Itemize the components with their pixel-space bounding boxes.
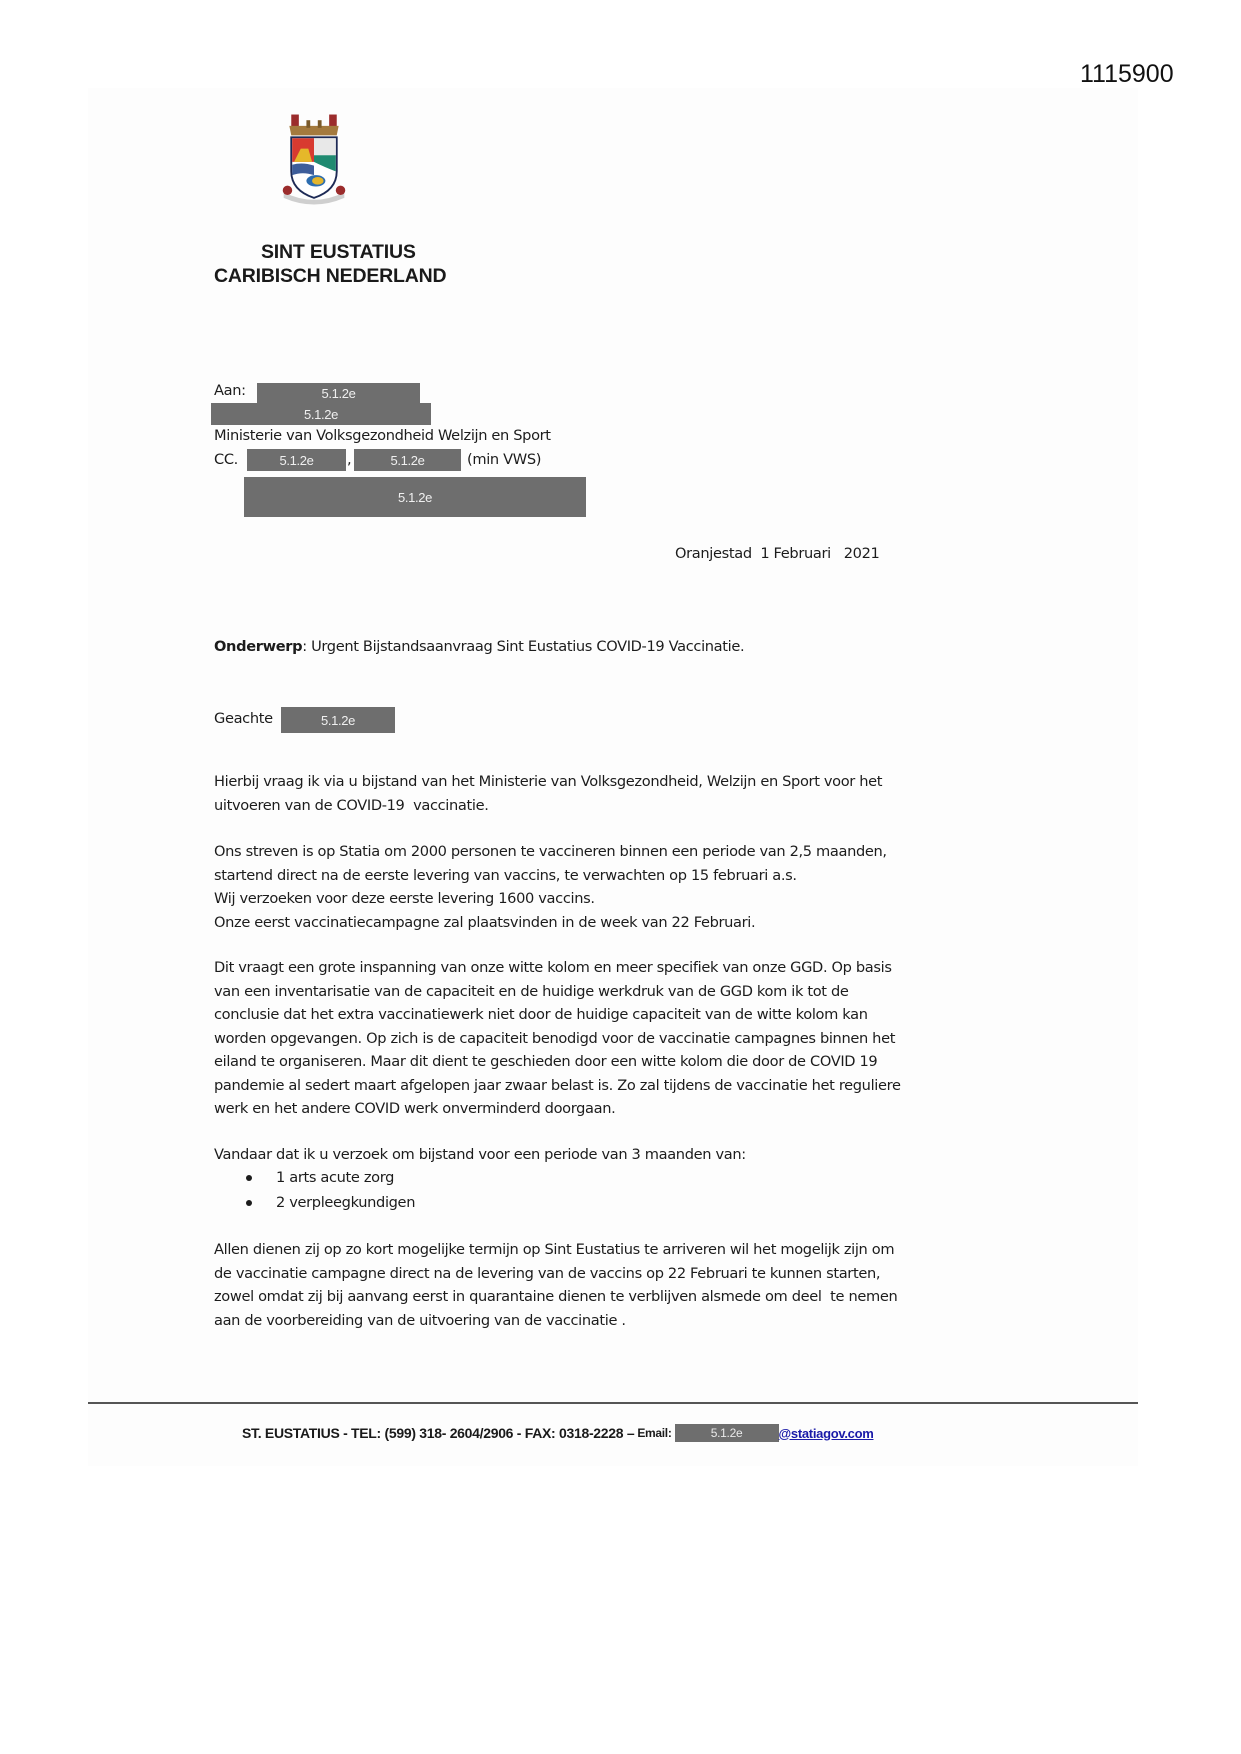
list-item-text: 2 verpleegkundigen xyxy=(276,1194,416,1211)
subject-text: : Urgent Bijstandsaanvraag Sint Eustatius COVID-19 Vaccinatie. xyxy=(302,638,745,655)
footer-email-link[interactable]: @statiagov.com xyxy=(778,1425,874,1441)
text-line: pandemie al sedert maart afgelopen jaar zwaar belast is. Zo zal tijdens de vaccinatie het reguliere xyxy=(214,1076,901,1094)
text-line: eiland te organiseren. Maar dit dient te geschieden door een witte kolom die door de COVID 19 xyxy=(214,1053,878,1070)
text-line: aan de voorbereiding van de uitvoering van de vaccinatie . xyxy=(214,1311,626,1329)
letterhead xyxy=(214,240,446,288)
paragraph-3 xyxy=(214,956,1014,1121)
place-date: Oranjestad 1 Februari 2021 xyxy=(675,545,880,562)
letterhead-line2: CARIBISCH NEDERLAND xyxy=(214,265,447,287)
salutation: Geachte xyxy=(214,710,273,727)
footer xyxy=(242,1424,873,1442)
redaction: 5.1.2e xyxy=(247,449,346,471)
text-line: Allen dienen zij op zo kort mogelijke termijn op Sint Eustatius te arriveren wil het mogelijk zijn om xyxy=(214,1241,895,1258)
cc-separator: , xyxy=(347,451,352,468)
footer-email-label: Email: xyxy=(637,1426,672,1440)
text-line: de vaccinatie campagne direct na de levering van de vaccins op 22 Februari te kunnen starten, xyxy=(214,1264,881,1282)
text-line: Wij verzoeken voor deze eerste levering 1600 vaccins. xyxy=(214,890,595,907)
bullet-icon xyxy=(246,1200,252,1206)
subject-label: Onderwerp xyxy=(214,638,303,655)
text-line: Hierbij vraag ik via u bijstand van het Ministerie van Volksgezondheid, Welzijn en Sport voor het xyxy=(214,773,883,790)
text-line: van een inventarisatie van de capaciteit en de huidige werkdruk van de GGD kom ik tot de xyxy=(214,982,849,1000)
text-line: worden opgevangen. Op zich is de capaciteit benodigd voor de vaccinatie campagnes binnen het xyxy=(214,1029,896,1047)
cc-label: CC. xyxy=(214,451,238,468)
paragraph-1 xyxy=(214,770,1014,817)
redaction: 5.1.2e xyxy=(354,449,461,471)
redaction: 5.1.2e xyxy=(244,477,586,517)
text-line: uitvoeren van de COVID-19 vaccinatie. xyxy=(214,796,489,814)
paragraph-2 xyxy=(214,840,1014,934)
text-line: Onze eerst vaccinatiecampagne zal plaatsvinden in de week van 22 Februari. xyxy=(214,913,756,931)
letterhead-line1: SINT EUSTATIUS xyxy=(261,241,416,263)
footer-contact: ST. EUSTATIUS - TEL: (599) 318- 2604/2906 - FAX: 0318-2228 – xyxy=(242,1425,635,1441)
document-number: 1115900 xyxy=(1080,60,1174,88)
text-line: werk en het andere COVID werk onverminderd doorgaan. xyxy=(214,1100,616,1117)
bullet-icon xyxy=(246,1175,252,1181)
text-line: Dit vraagt een grote inspanning van onze witte kolom en meer specifiek van onze GGD. Op basis xyxy=(214,959,892,976)
text-line: conclusie dat het extra vaccinatiewerk niet door de huidige capaciteit van de witte kolom kan xyxy=(214,1006,868,1023)
list-item xyxy=(246,1165,415,1190)
list-item-text: 1 arts acute zorg xyxy=(276,1169,395,1186)
cc-suffix: (min VWS) xyxy=(467,451,542,468)
coat-of-arms-icon xyxy=(278,110,350,210)
text-line: Vandaar dat ik u verzoek om bijstand voor een periode van 3 maanden van: xyxy=(214,1146,746,1163)
text-line: startend direct na de eerste levering van vaccins, te verwachten op 15 februari a.s. xyxy=(214,866,797,884)
redaction: 5.1.2e xyxy=(257,383,420,403)
footer-divider xyxy=(88,1402,1138,1404)
redaction: 5.1.2e xyxy=(281,707,395,733)
redaction: 5.1.2e xyxy=(211,403,431,425)
text-line: Ons streven is op Statia om 2000 personen te vaccineren binnen een periode van 2,5 maanden, xyxy=(214,843,887,860)
request-list xyxy=(246,1155,415,1215)
paragraph-5 xyxy=(214,1238,1014,1332)
text-line: zowel omdat zij bij aanvang eerst in quarantaine dienen te verblijven alsmede om deel te nemen xyxy=(214,1288,898,1305)
list-item xyxy=(246,1190,415,1215)
subject-line xyxy=(214,638,744,655)
redaction: 5.1.2e xyxy=(675,1424,779,1442)
ministry-name: Ministerie van Volksgezondheid Welzijn en Sport xyxy=(214,427,551,444)
aan-label: Aan: xyxy=(214,382,246,399)
